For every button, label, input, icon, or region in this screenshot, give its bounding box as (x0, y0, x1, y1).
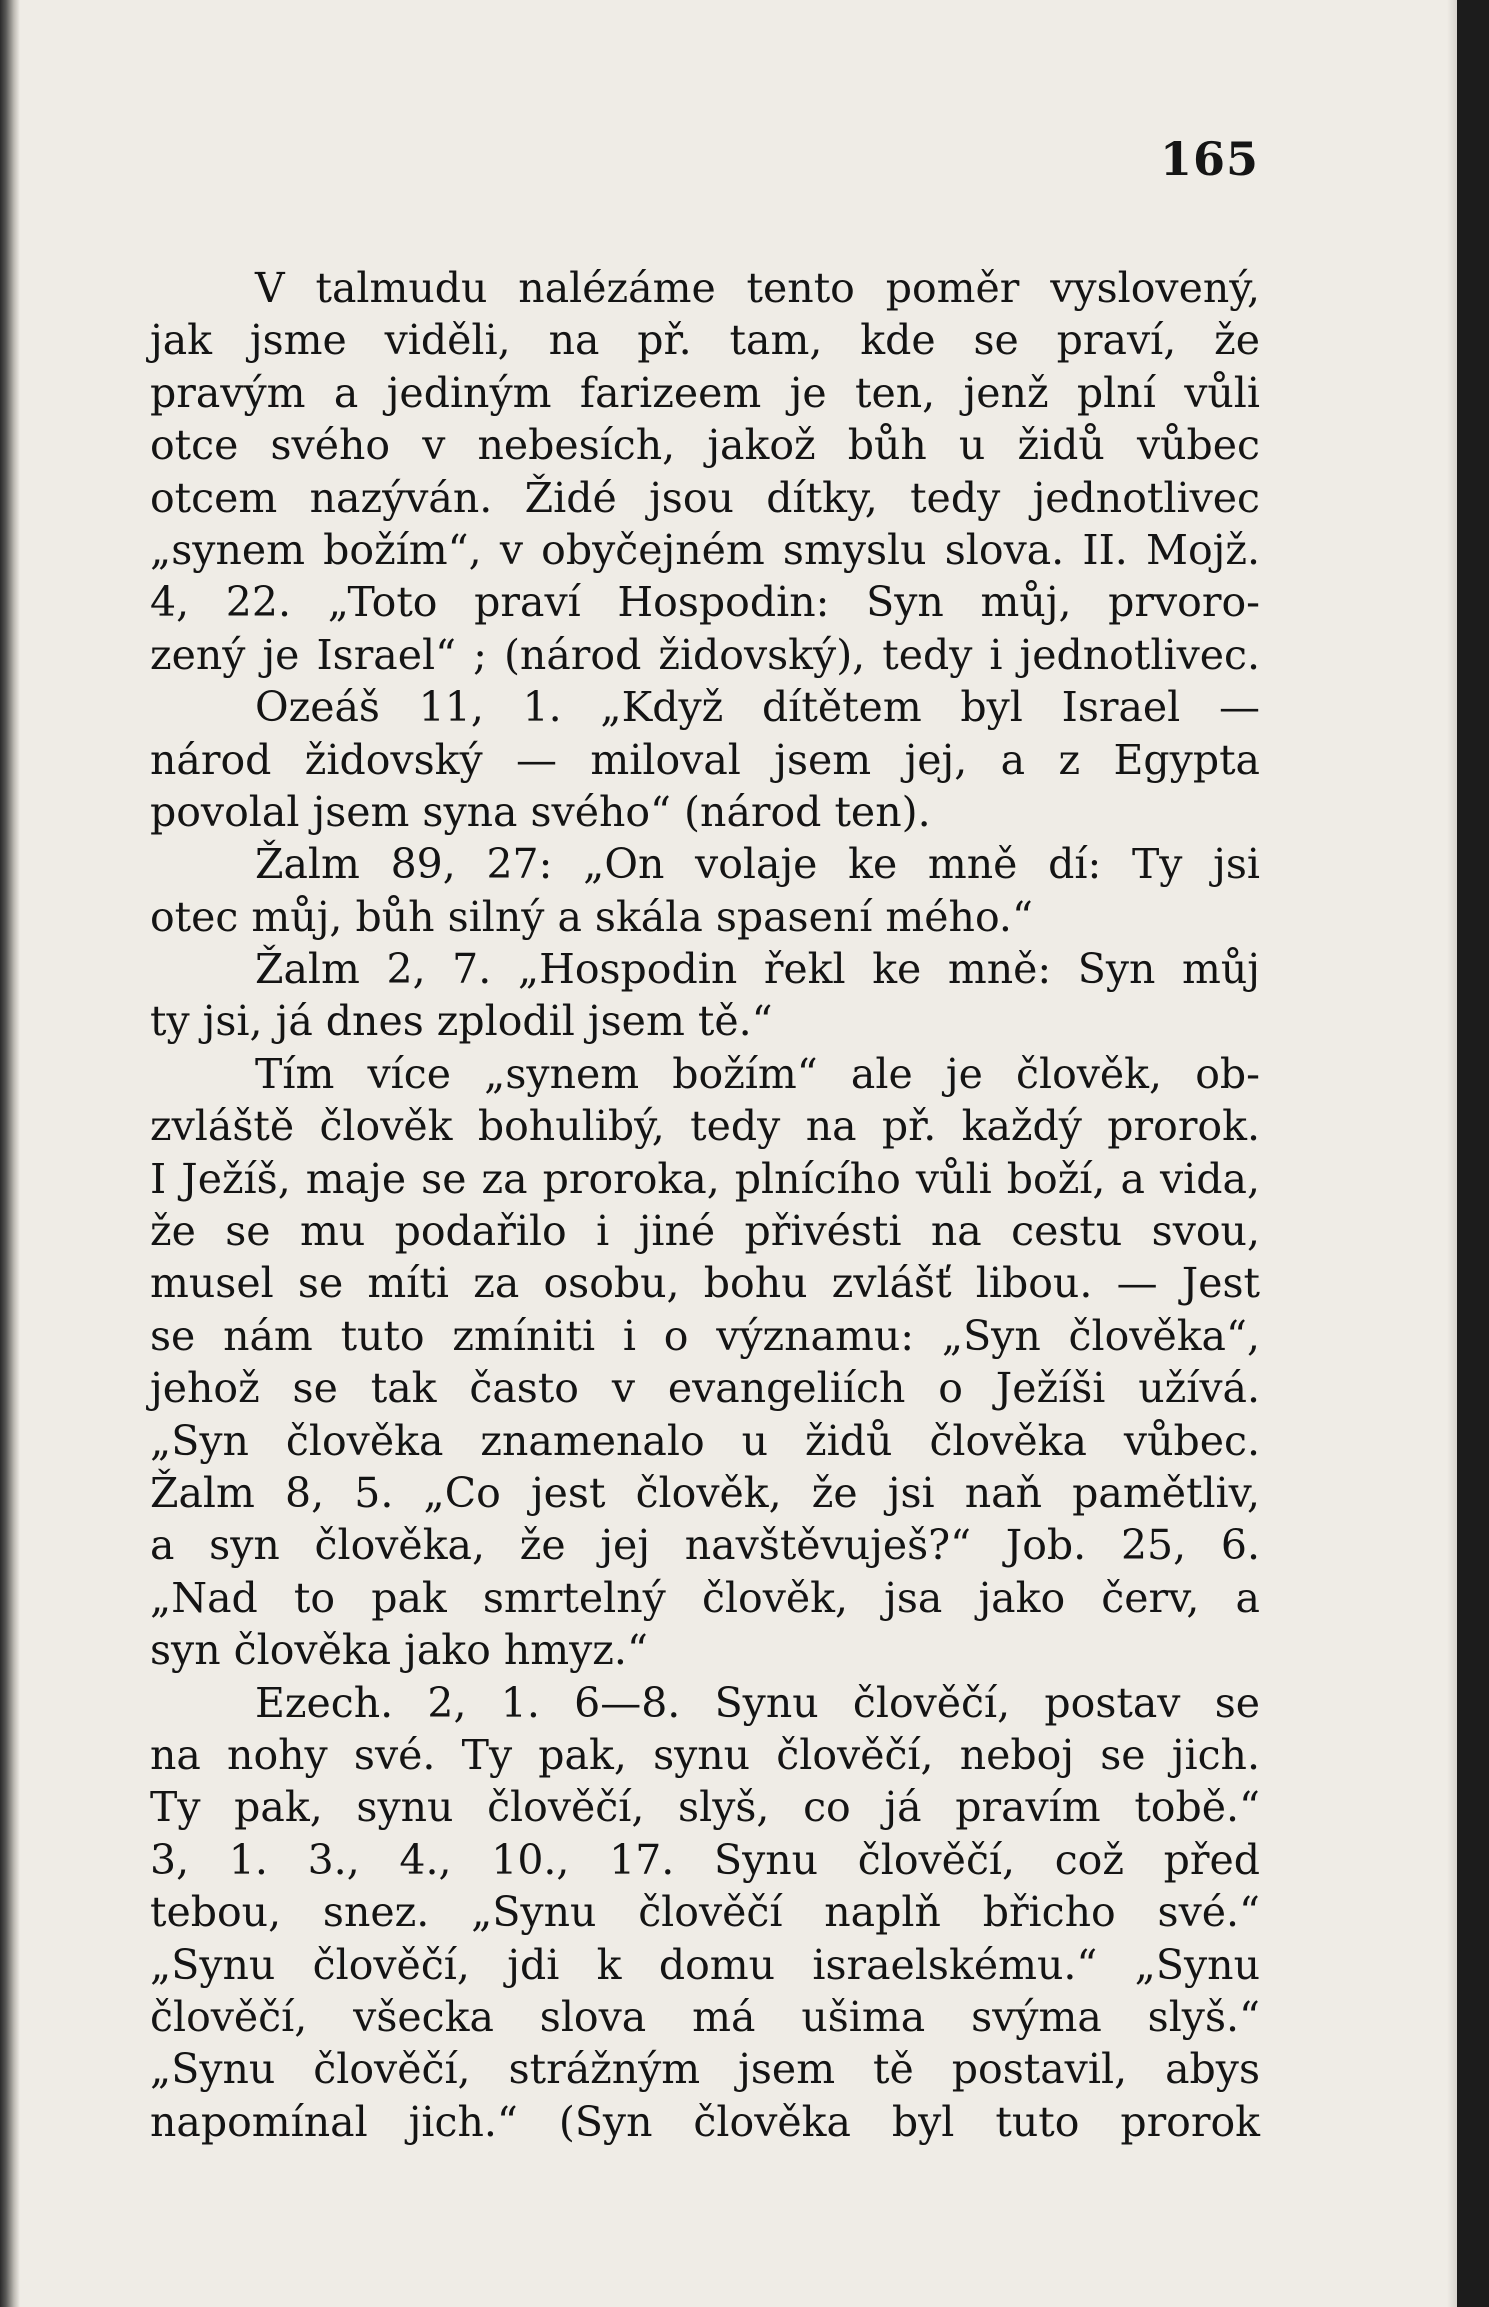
text-line: otcem nazýván. Židé jsou dítky, tedy jednotlivec (150, 473, 1260, 522)
text-line: 3, 1. 3., 4., 10., 17. Synu člověčí, což před (150, 1835, 1260, 1884)
page-edge-frame (1457, 0, 1489, 2307)
text-line: „Syn člověka znamenalo u židů člověka vůbec. (150, 1416, 1260, 1465)
text-line: „Synu člověčí, strážným jsem tě postavil, abys (150, 2045, 1260, 2094)
text-line: „Nad to pak smrtelný člověk, jsa jako červ, a (150, 1573, 1260, 1622)
text-line: I Ježíš, maje se za proroka, plnícího vůli boží, a vida, (150, 1154, 1260, 1203)
text-line: musel se míti za osobu, bohu zvlášť libou. — Jest (150, 1259, 1260, 1308)
text-line: otec můj, bůh silný a skála spasení mého.“ (150, 892, 1033, 941)
text-line: na nohy své. Ty pak, synu člověčí, neboj se jich. (150, 1730, 1260, 1779)
text-line: Žalm 89, 27: „On volaje ke mně dí: Ty jsi (255, 840, 1260, 889)
text-line: jak jsme viděli, na př. tam, kde se praví, že (150, 316, 1260, 365)
text-line: jehož se tak často v evangeliích o Ježíši užívá. (150, 1364, 1260, 1413)
text-line: 4, 22. „Toto praví Hospodin: Syn můj, prvoro- (150, 578, 1260, 627)
text-line: zvláště člověk bohulibý, tedy na př. každý prorok. (150, 1102, 1260, 1151)
text-line: Tím více „synem božím“ ale je člověk, ob- (255, 1049, 1260, 1098)
spine-shadow (0, 0, 20, 2307)
page-number: 165 (1159, 132, 1259, 186)
text-line: povolal jsem syna svého“ (národ ten). (150, 787, 931, 836)
page-edge-shade (1447, 0, 1457, 2307)
text-line: syn člověka jako hmyz.“ (150, 1626, 648, 1675)
text-line: V talmudu nalézáme tento poměr vyslovený, (255, 264, 1260, 312)
text-line: Ozeáš 11, 1. „Když dítětem byl Israel — (255, 683, 1260, 732)
text-line: Žalm 8, 5. „Co jest člověk, že jsi naň pamětliv, (150, 1468, 1260, 1517)
text-line: národ židovský — miloval jsem jej, a z Egypta (150, 735, 1260, 784)
text-line: napomínal jich.“ (Syn člověka byl tuto prorok (150, 2097, 1260, 2146)
text-line: Žalm 2, 7. „Hospodin řekl ke mně: Syn můj (255, 945, 1260, 994)
body-text (150, 262, 1260, 2148)
text-line: zený je Israel“ ; (národ židovský), tedy i jednotlivec. (150, 630, 1260, 679)
text-line: „synem božím“, v obyčejném smyslu slova. II. Mojž. (150, 525, 1260, 574)
text-line: „Synu člověčí, jdi k domu israelskému.“ „Synu (150, 1940, 1260, 1989)
text-line: pravým a jediným farizeem je ten, jenž plní vůli (150, 368, 1260, 417)
text-line: Ezech. 2, 1. 6—8. Synu člověčí, postav se (255, 1678, 1260, 1727)
text-line: se nám tuto zmíniti i o významu: „Syn člověka“, (150, 1311, 1260, 1360)
text-line: Ty pak, synu člověčí, slyš, co já pravím tobě.“ (150, 1783, 1260, 1832)
text-line: člověčí, všecka slova má ušima svýma slyš.“ (150, 1992, 1260, 2041)
text-line: že se mu podařilo i jiné přivésti na cestu svou, (150, 1207, 1260, 1256)
text-line: a syn člověka, že jej navštěvuješ?“ Job. 25, 6. (150, 1521, 1260, 1570)
text-line: otce svého v nebesích, jakož bůh u židů vůbec (150, 421, 1260, 470)
text-line: tebou, snez. „Synu člověčí naplň břicho své.“ (150, 1888, 1260, 1937)
text-line: ty jsi, já dnes zplodil jsem tě.“ (150, 997, 773, 1046)
